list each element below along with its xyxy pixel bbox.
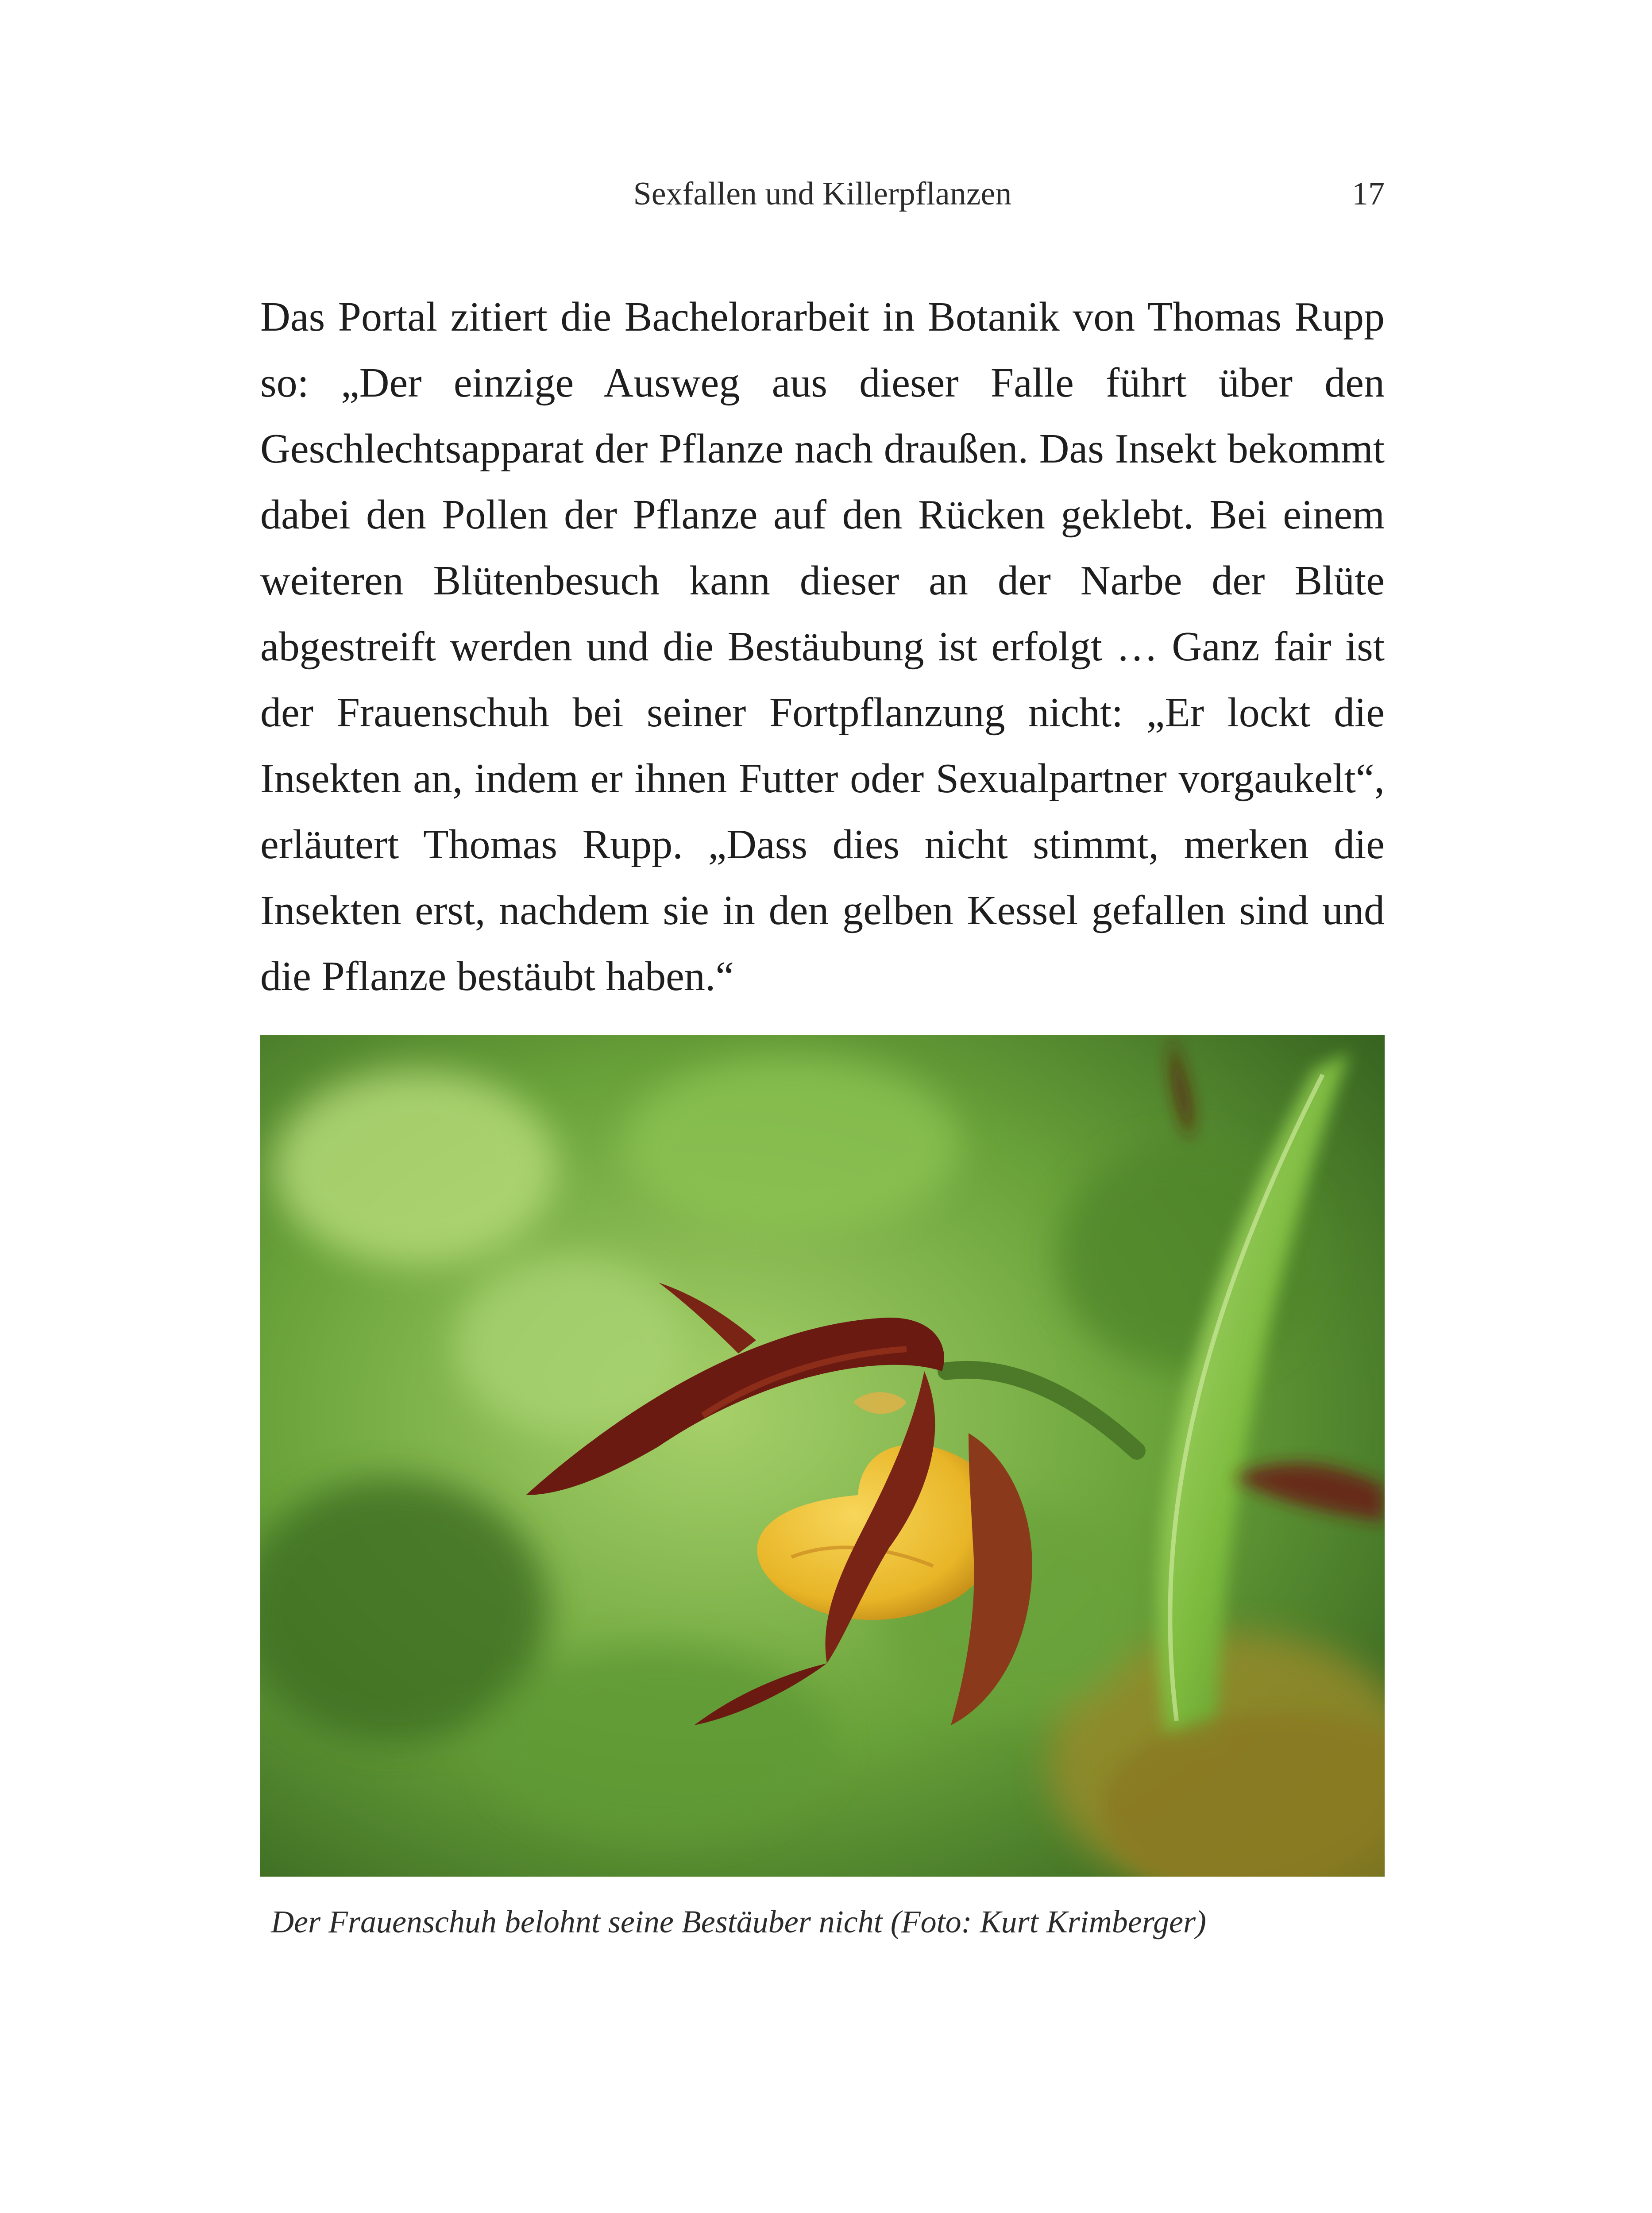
running-title: Sexfallen und Killerpflanzen <box>633 176 1012 212</box>
figure-caption: Der Frauenschuh belohnt seine Bestäuber nicht (Foto: Kurt Krimberger) <box>271 1904 1206 1939</box>
body-paragraph: Das Portal zitiert die Bachelorarbeit in Botanik von Thomas Rupp so: „Der einzige Ausweg aus dieser Falle führt über den Geschlechtsapparat der Pflanze nach draußen. Das Insekt bekommt dabei den Pollen der Pflanze auf den Rücken geklebt. Bei einem weiteren Blütenbesuch kann dieser an der Narbe der Blüte abgestreift werden und die Bestäubung ist erfolgt … Ganz fair ist der Frauenschuh bei seiner Fortpflanzung nicht: „Er lockt die Insekten an, indem er ihnen Futter oder Sexualpartner vorgaukelt“, erläutert Thomas Rupp. „Dass dies nicht stimmt, merken die Insekten erst, nachdem sie in den gelben Kessel gefallen sind und die Pflanze bestäubt haben.“ <box>260 294 1385 999</box>
orchid-illustration <box>260 1035 1385 1877</box>
running-header <box>260 172 1385 216</box>
lady-slipper-orchid-photo <box>260 1035 1385 1877</box>
page-number: 17 <box>1352 176 1385 212</box>
